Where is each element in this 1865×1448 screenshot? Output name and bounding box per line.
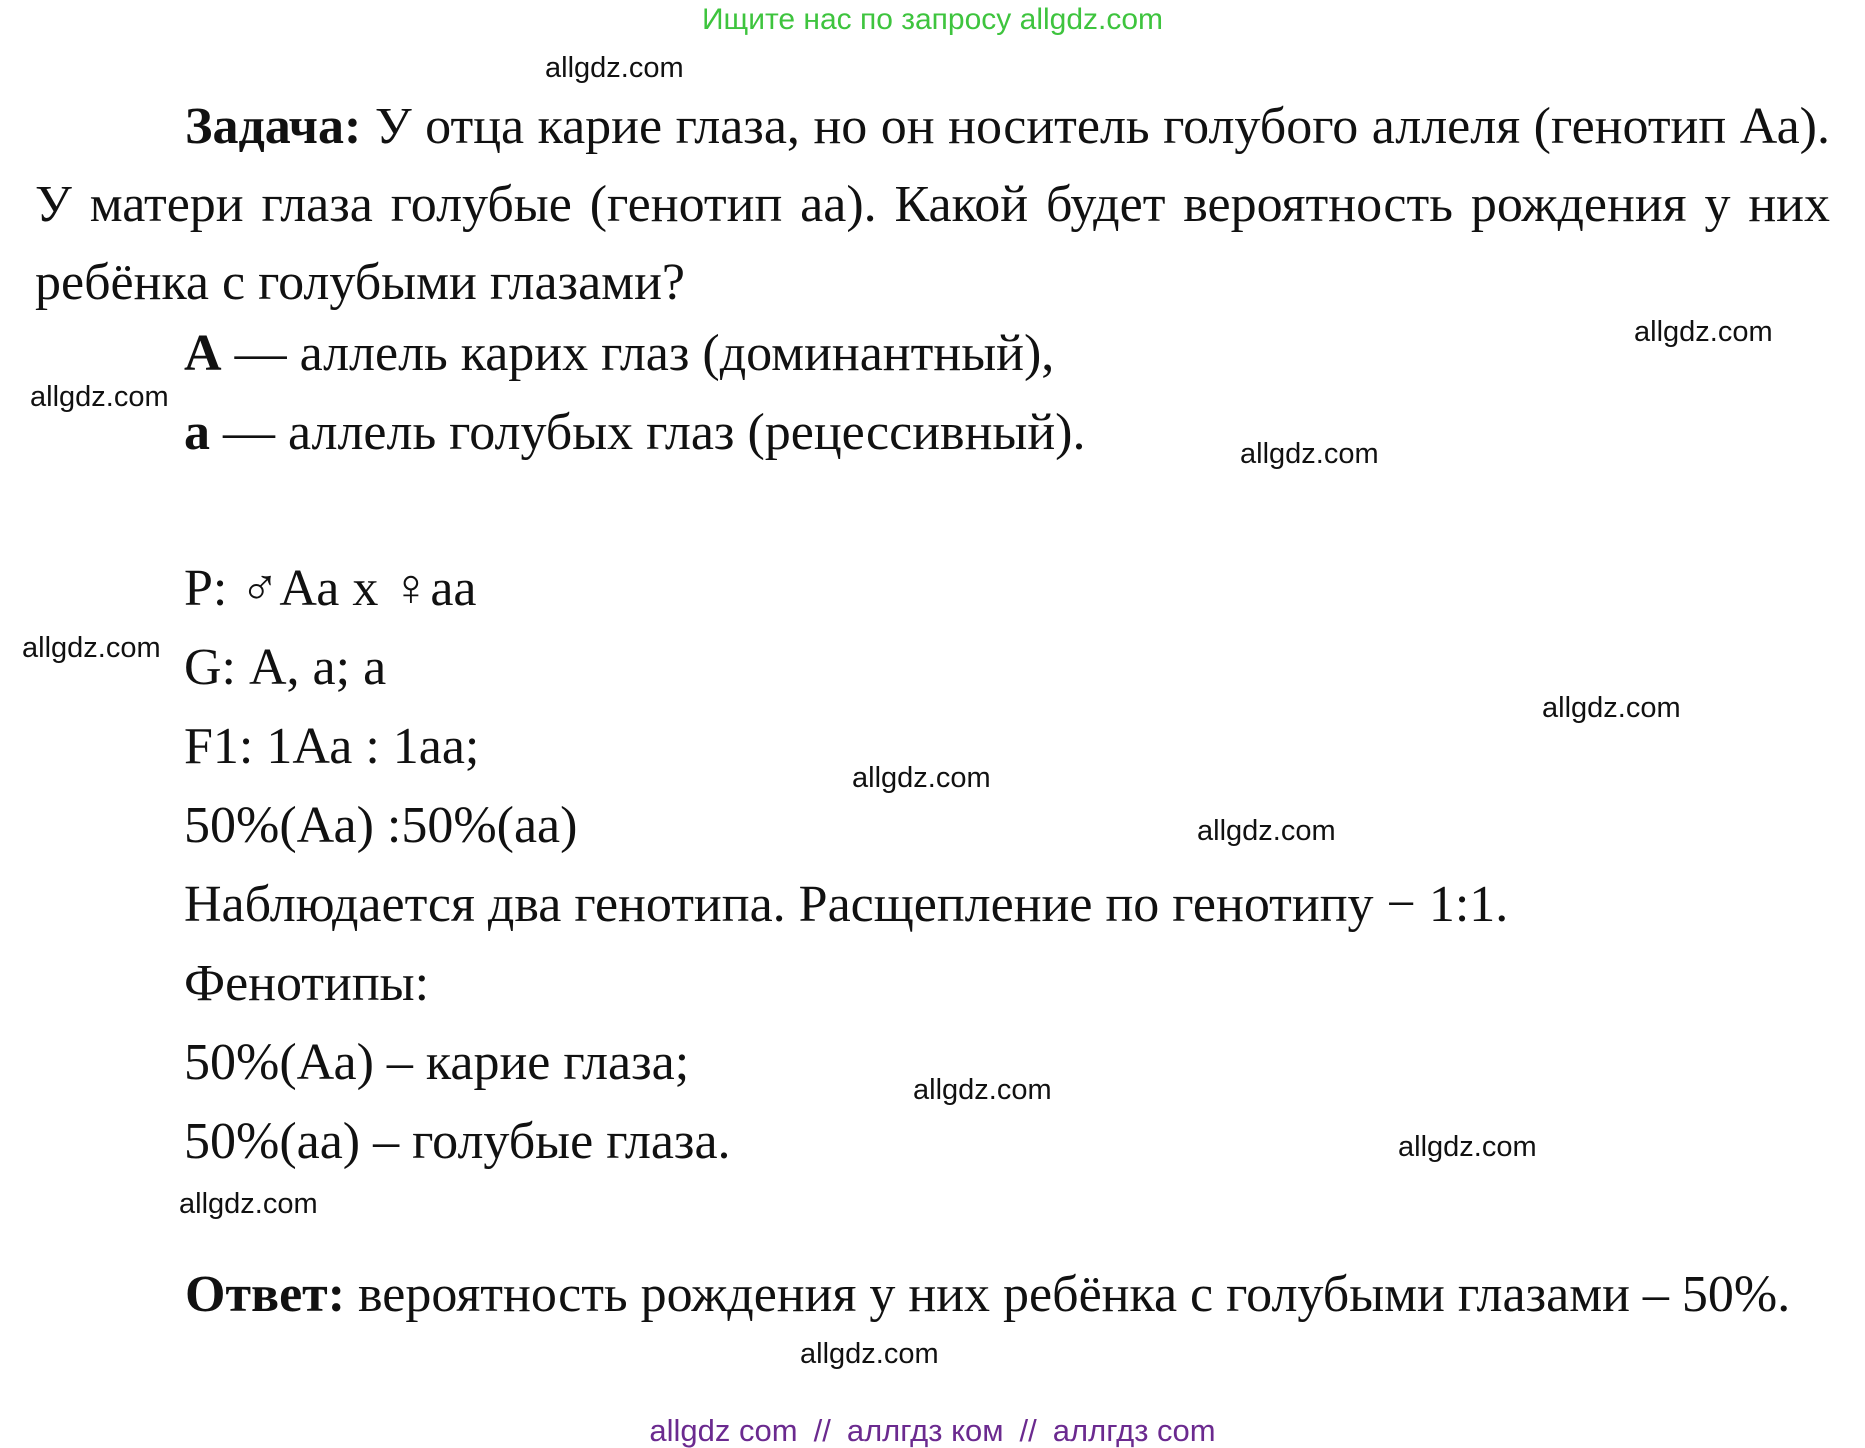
f1-line: F1: 1Аа : 1аа;	[184, 718, 480, 775]
parents-line: P: ♂Аа х ♀аа	[184, 560, 477, 617]
watermark: allgdz.com	[30, 381, 169, 413]
task-paragraph	[35, 88, 1830, 322]
task-label: Задача:	[185, 98, 362, 155]
footer-links	[0, 1415, 1865, 1447]
watermark: allgdz.com	[22, 632, 161, 664]
watermark: allgdz.com	[1197, 815, 1336, 847]
watermark: allgdz.com	[800, 1338, 939, 1370]
allele-text: — аллель карих глаз (доминантный),	[221, 325, 1055, 382]
search-hint-banner: Ищите нас по запросу allgdz.com	[701, 3, 1164, 36]
watermark: allgdz.com	[1240, 438, 1379, 470]
phenotype-brown-line: 50%(Аа) – карие глаза;	[184, 1034, 690, 1091]
allele-dominant	[184, 324, 1054, 384]
watermark: allgdz.com	[545, 52, 684, 84]
phenotypes-heading: Фенотипы:	[184, 955, 430, 1012]
watermark: allgdz.com	[1634, 316, 1773, 348]
footer-link[interactable]: allgdz com	[649, 1413, 798, 1448]
genotype-split-line: Наблюдается два генотипа. Расщепление по генотипу − 1:1.	[184, 876, 1509, 933]
allele-symbol: а	[184, 404, 210, 461]
answer-text: вероятность рождения у них ребёнка с голубыми глазами – 50%.	[345, 1266, 1791, 1323]
gametes-line: G: А, а; а	[184, 639, 387, 696]
task-text: У отца карие глаза, но он носитель голубого аллеля (генотип Аа). У матери глаза голубые (генотип аа). Какой будет вероятность рождения у них ребёнка с голубыми глазами?	[35, 98, 1830, 311]
phenotype-blue-line: 50%(аа) – голубые глаза.	[184, 1113, 731, 1170]
footer-link[interactable]: аллгдз ком	[846, 1413, 1004, 1448]
footer-separator: //	[1019, 1413, 1037, 1448]
footer-link[interactable]: аллгдз com	[1052, 1413, 1216, 1448]
answer-label: Ответ:	[185, 1266, 346, 1323]
watermark: allgdz.com	[179, 1188, 318, 1220]
ratio-line: 50%(Аа) :50%(аа)	[184, 797, 578, 854]
allele-text: — аллель голубых глаз (рецессивный).	[210, 404, 1086, 461]
watermark: allgdz.com	[1542, 692, 1681, 724]
allele-recessive	[184, 403, 1086, 463]
footer-separator: //	[813, 1413, 831, 1448]
watermark: allgdz.com	[852, 762, 991, 794]
watermark: allgdz.com	[1398, 1131, 1537, 1163]
answer-paragraph	[35, 1256, 1830, 1334]
allele-symbol: А	[184, 325, 222, 382]
watermark: allgdz.com	[913, 1074, 1052, 1106]
